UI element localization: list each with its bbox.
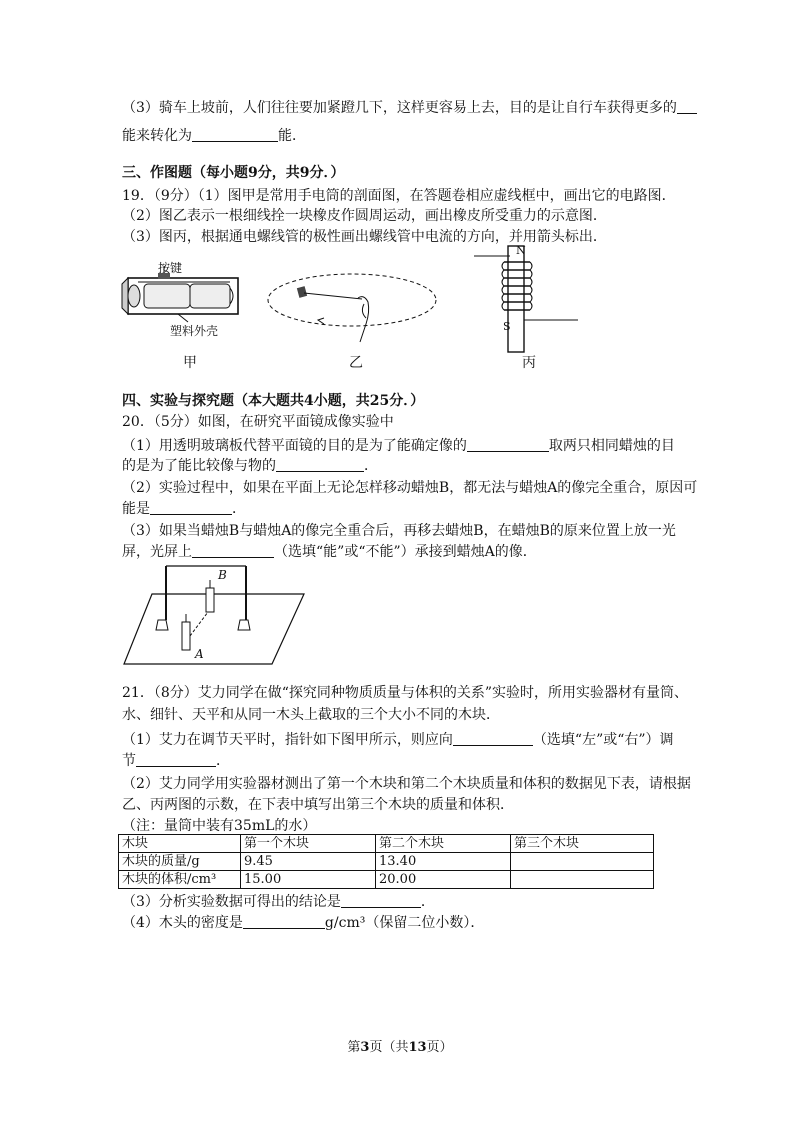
q20-line6: （3）如果当蜡烛B与蜡烛A的像完全重合后，再移去蜡烛B，在蜡烛B的原来位置上放一光 xyxy=(122,523,676,539)
flashlight-shell-label: 塑料外壳 xyxy=(170,324,219,338)
candle-b-label: B xyxy=(218,568,227,582)
table-cell-empty[interactable] xyxy=(511,871,654,889)
table-row xyxy=(119,871,654,889)
table-cell: 9.45 xyxy=(241,853,376,871)
table-header-cell: 第一个木块 xyxy=(241,835,376,853)
q19-line1: 19．（9分）（1）图甲是常用手电筒的剖面图，在答题卷相应虚线框中，画出它的电路图． xyxy=(122,188,676,204)
answer-blank[interactable] xyxy=(677,99,697,114)
table-cell: 20.00 xyxy=(376,871,511,889)
q20-line5: 能是 ． xyxy=(122,501,246,517)
q21-line9: （4）木头的密度是 g/cm³（保留二位小数）． xyxy=(122,915,485,931)
plane-mirror-drawing xyxy=(122,562,308,668)
answer-blank[interactable] xyxy=(341,893,421,908)
page-total: 13 xyxy=(408,1040,427,1055)
q20-line4: （2）实验过程中，如果在平面上无论怎样移动蜡烛B，都无法与蜡烛A的像完全重合，原因可 xyxy=(122,480,698,496)
q21-line7: （注：量筒中装有35mL的水） xyxy=(122,818,317,834)
q20-line3: 的是为了能比较像与物的 ． xyxy=(122,458,378,474)
q18-line1: （3）骑车上坡前，人们往往要加紧蹬几下，这样更容易上去，目的是让自行车获得更多的 xyxy=(122,99,697,117)
flashlight-button-label: 按键 xyxy=(158,261,183,275)
answer-blank[interactable] xyxy=(192,127,278,142)
q18-line2: 能来转化为 能． xyxy=(122,128,306,144)
pole-s-label: S xyxy=(503,320,511,333)
answer-blank[interactable] xyxy=(467,437,549,452)
pole-n-label: N xyxy=(516,244,526,257)
answer-blank[interactable] xyxy=(453,731,533,746)
circular-motion-drawing xyxy=(264,262,440,348)
q20-line1: 20．（5分）如图，在研究平面镜成像实验中 xyxy=(122,414,394,430)
answer-blank[interactable] xyxy=(243,914,325,929)
page-number: 3 xyxy=(360,1040,370,1055)
solenoid-drawing xyxy=(474,244,590,354)
table-header-row xyxy=(119,835,654,853)
section-title-4: 四、实验与探究题（本大题共4小题，共25分．） xyxy=(122,393,425,409)
candle-a-label: A xyxy=(195,647,204,661)
table-header-cell: 第三个木块 xyxy=(511,835,654,853)
answer-blank[interactable] xyxy=(136,752,216,767)
table-cell-empty[interactable] xyxy=(511,853,654,871)
q21-line1: 21．（8分）艾力同学在做“探究同种物质质量与体积的关系”实验时，所用实验器材有量筒、 xyxy=(122,685,689,701)
circular-motion-figure xyxy=(264,262,440,348)
plane-mirror-figure xyxy=(122,562,308,668)
q21-line8: （3）分析实验数据可得出的结论是 ． xyxy=(122,894,435,910)
answer-blank[interactable] xyxy=(276,457,364,472)
table-cell: 13.40 xyxy=(376,853,511,871)
q21-line5: （2）艾力同学用实验器材测出了第一个木块和第二个木块质量和体积的数据见下表，请根据 xyxy=(122,776,691,792)
q20-line2: （1）用透明玻璃板代替平面镜的目的是为了能确定像的 取两只相同蜡烛的目 xyxy=(122,438,675,454)
figure-caption-jia: 甲 xyxy=(183,355,197,371)
figure-caption-bing: 丙 xyxy=(522,355,536,371)
solenoid-figure xyxy=(474,244,590,354)
section-title-3: 三、作图题（每小题9分，共9分．） xyxy=(122,165,345,181)
q21-line2: 水、细针、天平和从同一木头上截取的三个大小不同的木块． xyxy=(122,707,500,723)
table-cell: 15.00 xyxy=(241,871,376,889)
figure-caption-yi: 乙 xyxy=(349,355,363,371)
page-footer: 第3页（共13页） xyxy=(347,1040,453,1055)
wood-block-table xyxy=(118,834,654,889)
table-header-cell: 木块 xyxy=(119,835,241,853)
table-header-cell: 第二个木块 xyxy=(376,835,511,853)
q21-line3: （1）艾力在调节天平时，指针如下图甲所示，则应向 （选填“左”或“右”）调 xyxy=(122,732,674,748)
table-cell: 木块的质量/g xyxy=(119,853,241,871)
q19-line2: （2）图乙表示一根细线拴一块橡皮作圆周运动，画出橡皮所受重力的示意图． xyxy=(122,208,607,224)
q19-line3: （3）图丙，根据通电螺线管的极性画出螺线管中电流的方向，并用箭头标出． xyxy=(122,229,607,245)
table-row xyxy=(119,853,654,871)
table-cell: 木块的体积/cm³ xyxy=(119,871,241,889)
q20-line7: 屏，光屏上 （选填“能”或“不能”）承接到蜡烛A的像． xyxy=(122,544,537,560)
q21-line6: 乙、丙两图的示数，在下表中填写出第三个木块的质量和体积． xyxy=(122,797,514,813)
q21-line4: 节 ． xyxy=(122,753,230,769)
answer-blank[interactable] xyxy=(150,500,232,515)
answer-blank[interactable] xyxy=(192,543,274,558)
